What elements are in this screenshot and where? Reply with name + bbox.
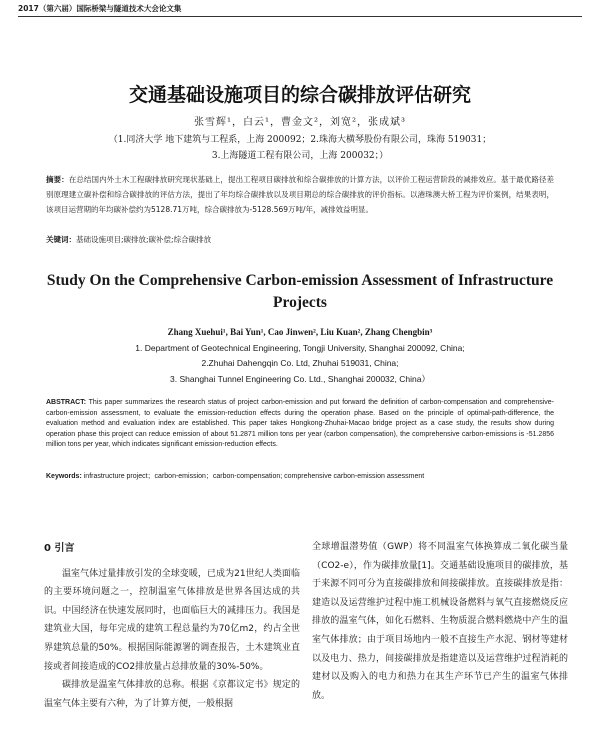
english-authors: Zhang Xuehui¹, Bai Yun¹, Cao Jinwen², Liu Kuan², Zhang Chengbin³ (167, 327, 433, 337)
chinese-abstract-label: 摘要： (46, 175, 69, 184)
chinese-keywords (46, 234, 554, 245)
chinese-title: 交通基础设施项目的综合碳排放评估研究 (128, 84, 471, 106)
section-heading-introduction: 0 引言 (44, 543, 75, 554)
chinese-keywords-text: 基础设施项目;碳排放;碳补偿;综合碳排放 (76, 235, 212, 244)
english-keywords (46, 471, 554, 481)
english-affiliation-3: 3. Shanghai Tunnel Engineering Co. Ltd., Shanghai 200032, China） (170, 374, 430, 384)
english-affiliation-2: 2.Zhuhai Dahengqin Co. Ltd, Zhuhai 519031, China; (201, 358, 399, 368)
english-keywords-text: infrastructure project；carbon-emission；carbon-compensation; comprehensive carbon-emission assessment (83, 473, 425, 480)
body-paragraph-2: 碳排放是温室气体排放的总称。根据《京都议定书》规定的温室气体主要有六种，为了计算方便，一般根据 (44, 680, 300, 709)
chinese-keywords-label: 关键词： (46, 235, 76, 244)
chinese-abstract (46, 172, 554, 217)
english-abstract (46, 398, 554, 451)
body-right-column (312, 538, 568, 705)
chinese-authors: 张雪辉¹，白云¹，曹金文²，刘宽²，张成斌³ (193, 117, 407, 128)
english-title: Study On the Comprehensive Carbon-emission Assessment of Infrastructure Projects (46, 272, 554, 311)
chinese-affiliation-1: （1.同济大学 地下建筑与工程系，上海 200092；2.珠海大横琴股份有限公司，珠海 519031； (108, 135, 492, 145)
body-paragraph-3: 全球增温潜势值（GWP）将不同温室气体换算成二氧化碳当量（CO2-e），作为碳排放量[1]。交通基础设施项目的碳排放，基于来源不同可分为直接碳排放和间接碳排放。直接碳排放是指：建造以及运营维护过程中施工机械设备燃料与氧气直接燃烧反应排放的温室气体，如化石燃料、生物质混合燃料燃烧中产生的温室气体排放；由于项目场地内一般不直接生产水泥、钢材等建材以及电力、热力，间接碳排放是指建造以及运营维护过程消耗的建材以及购入的电力和热力在其生产环节已产生的温室气体排放。 (312, 542, 568, 701)
chinese-affiliation-2: 3.上海隧道工程有限公司，上海 200032；） (211, 151, 389, 161)
body-paragraph-1: 温室气体过量排放引发的全球变暖，已成为21世纪人类面临的主要环境问题之一，控制温室气体排放是世界各国达成的共识。中国经济在快速发展同时，也面临巨大的减排压力。我国是建筑业大国，每年完成的建筑工程总量约为70亿m2，约占全世界建筑总量的50%。根据国际能源署的调查报告，土木建筑业直接或者间接造成的CO2排放量占总排放量的30%-50%。 (44, 568, 300, 672)
chinese-abstract-text: 在总结国内外土木工程碳排放研究现状基础上，提出工程项目碳排放和综合碳排放的计算方法，以评价工程运营阶段的减排效应。基于最优路径差别原理建立碳补偿和综合碳排放的评估方法，提出了年均综合碳排放以及项目期总的综合碳排放的评价指标。以港珠澳大桥工程为评价案例，结果表明，该项目运营期的年均碳补偿约为5128.71万吨，综合碳排放为-5128.569万吨/年，减排效益明显。 (46, 175, 554, 214)
body-left-column (44, 540, 300, 713)
english-abstract-text: This paper summarizes the research status of project carbon-emission and put forward the definition of carbon-compensation and comprehensive-carbon-emission assessment, to evaluate the emission-reduction effects during the operation phase. Based on the principle of optimal-path-difference, the evaluation method and evaluation index are established. This paper takes Hongkong-Zhuhai-Macao bridge project as a case study, the results show during operation phase this project can reduce emission of about 51.2871 million tons per year (carbon compensation), the comprehensive carbon-emissions is -51.2856 million tons per year, which indicates significant emission-reduction effects. (46, 399, 554, 449)
running-header: 2017（第六届）国际桥梁与隧道技术大会论文集 (18, 4, 582, 17)
english-affiliation-1: 1. Department of Geotechnical Engineering, Tongji University, Shanghai 200092, China; (135, 343, 465, 353)
english-abstract-label: ABSTRACT: (46, 399, 87, 406)
english-keywords-label: Keywords: (46, 473, 82, 480)
